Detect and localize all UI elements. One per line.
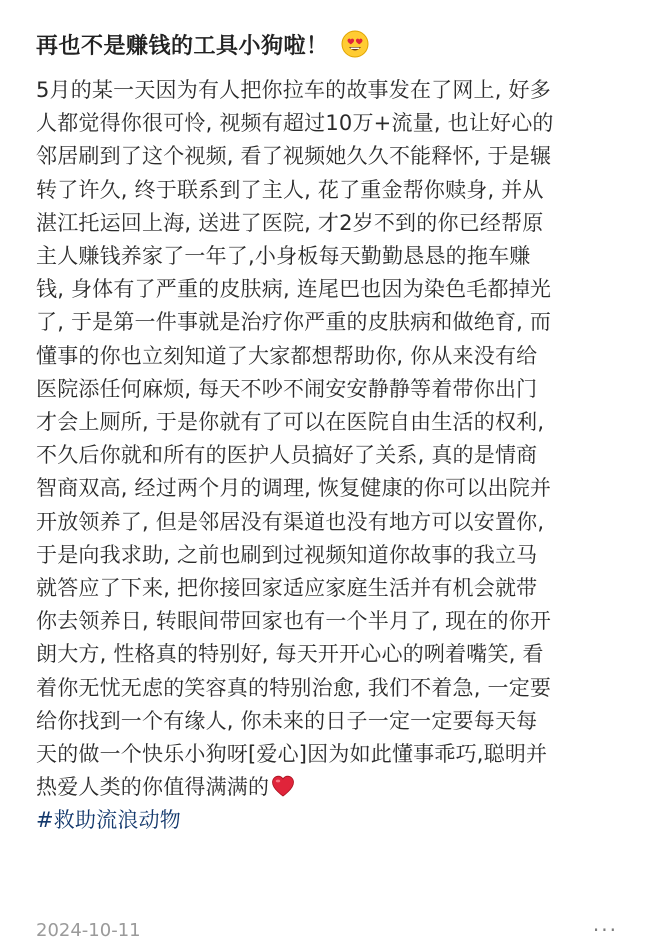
post-body-line: 你去领养日, 转眼间带回家也有一个半月了, 现在的你开: [36, 609, 552, 634]
post-date: 2024-10-11: [36, 919, 141, 941]
post-body-line: 开放领养了, 但是邻居没有渠道也没有地方可以安置你,: [36, 509, 545, 534]
post-body: [36, 74, 618, 837]
hashtag-link[interactable]: #救助流浪动物: [36, 808, 181, 833]
post-body-last-line-text: 热爱人类的你值得满满的: [36, 775, 270, 800]
more-options-icon[interactable]: ···: [592, 918, 618, 942]
post-title: 再也不是赚钱的工具小狗啦！: [36, 33, 329, 59]
red-heart-icon: [271, 774, 295, 796]
post-body-line: 邻居刷到了这个视频, 看了视频她久久不能释怀, 于是辗: [36, 144, 552, 169]
post-body-line: 才会上厕所, 于是你就有了可以在医院自由生活的权利,: [36, 410, 545, 435]
post-body-line: 天的做一个快乐小狗呀[爱心]因为如此懂事乖巧,聪明并: [36, 742, 548, 767]
post-body-line: 主人赚钱养家了一年了,小身板每天勤勤恳恳的拖车赚: [36, 244, 531, 269]
post-title-row: [36, 24, 618, 64]
post-body-line: 给你找到一个有缘人, 你未来的日子一定一定要每天每: [36, 708, 538, 733]
post-body-line: 就答应了下来, 把你接回家适应家庭生活并有机会就带: [36, 576, 538, 601]
post-body-line: 人都觉得你很可怜, 视频有超过10万+流量, 也让好心的: [36, 111, 554, 136]
post-body-line: 朗大方, 性格真的特别好, 每天开开心心的咧着嘴笑, 看: [36, 642, 544, 667]
post-body-line: 了, 于是第一件事就是治疗你严重的皮肤病和做绝育, 而: [36, 310, 552, 335]
post-body-line: 转了许久, 终于联系到了主人, 花了重金帮你赎身, 并从: [36, 177, 544, 202]
post-body-line: 5月的某一天因为有人把你拉车的故事发在了网上, 好多: [36, 78, 551, 102]
post-body-line: 湛江托运回上海, 送进了医院, 才2岁不到的你已经帮原: [36, 210, 544, 235]
post-body-line: 懂事的你也立刻知道了大家都想帮助你, 你从来没有给: [36, 343, 538, 368]
post-body-last-line: [36, 771, 618, 804]
post-body-line: 着你无忧无虑的笑容真的特别治愈, 我们不着急, 一定要: [36, 675, 552, 700]
post-footer: [36, 918, 618, 942]
post-body-line: 于是向我求助, 之前也刷到过视频知道你故事的我立马: [36, 542, 538, 567]
post-body-line: 不久后你就和所有的医护人员搞好了关系, 真的是情商: [36, 443, 538, 468]
heart-eyes-emoji-icon: [341, 30, 369, 58]
post-body-line: 钱, 身体有了严重的皮肤病, 连尾巴也因为染色毛都掉光: [36, 277, 552, 302]
post-body-line: 医院添任何麻烦, 每天不吵不闹安安静静等着带你出门: [36, 376, 538, 401]
post-body-line: 智商双高, 经过两个月的调理, 恢复健康的你可以出院并: [36, 476, 552, 501]
